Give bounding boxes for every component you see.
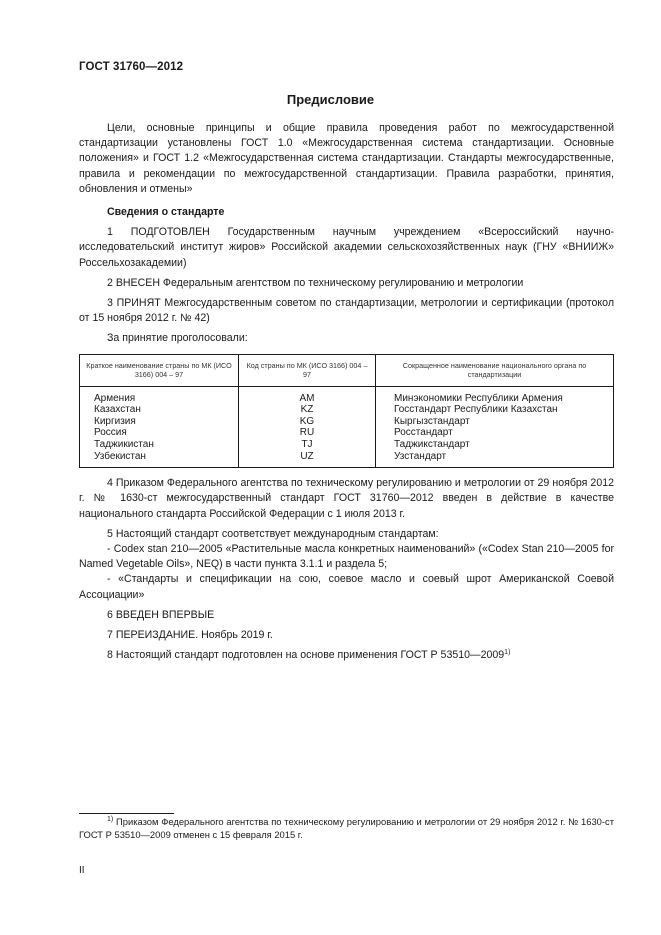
item-5-codex-ref: - Codex stan 210—2005 «Растительные масла конкретных наименований» («Codex Stan 210—2005 for Named Vegetable Oils», NEQ) в части пункта 3.1.1 и раздела 5;	[79, 543, 614, 571]
country-cell: Киргизия	[80, 416, 239, 428]
intro-paragraph: Цели, основные принципы и общие правила проведения работ по межгосударственной стандартизации установлены ГОСТ 1.0 «Межгосударственная система стандартизации. Основные положения» и ГОСТ 1.2 «Межгосударственная система стандартизации. Стандарты межгосударственные, правила и рекомендации по межгосударственной стандартизации. Правила разработки, принятия, обновления и отмены»	[79, 122, 614, 195]
info-heading: Сведения о стандарте	[107, 206, 225, 219]
org-cell: Госстандарт Республики Казахстан	[376, 404, 614, 416]
code-cell: TJ	[239, 439, 376, 451]
country-cell: Казахстан	[80, 404, 239, 416]
voted-label: За принятие проголосовали:	[107, 332, 248, 345]
footnote-ref-mark: 1)	[504, 649, 511, 657]
footnote-mark: 1)	[107, 816, 114, 823]
org-cell: Росстандарт	[376, 427, 614, 439]
preface-body	[79, 121, 614, 663]
item-7-reissue: 7 ПЕРЕИЗДАНИЕ. Ноябрь 2019 г.	[107, 629, 273, 642]
item-5-compliance: 5 Настоящий стандарт соответствует международным стандартам:	[107, 527, 439, 540]
org-cell: Узстандарт	[376, 451, 614, 468]
country-cell: Таджикистан	[80, 439, 239, 451]
table-row	[80, 427, 614, 439]
table-row	[80, 404, 614, 416]
table-header-row	[80, 354, 614, 386]
footnote-text: Приказом Федерального агентства по техническому регулированию и метрологии от 29 ноября 2012 г. № 1630-ст ГОСТ Р 53510—2009 отменен с 15 февраля 2015 г.	[79, 816, 614, 840]
header-country-code: Код страны по МК (ИСО 3166) 004 – 97	[239, 354, 376, 386]
footnote-divider	[79, 813, 174, 814]
table-row	[80, 439, 614, 451]
document-code-header: ГОСТ 31760—2012	[79, 61, 184, 73]
header-standards-body: Сокращенное наименование национального органа по стандартизации	[376, 354, 614, 386]
table-row	[80, 416, 614, 428]
country-cell: Армения	[80, 386, 239, 404]
org-cell: Таджикстандарт	[376, 439, 614, 451]
item-4-order: 4 Приказом Федерального агентства по техническому регулированию и метрологии от 29 ноября 2012 г. № 1630-ст межгосударственный стандарт ГОСТ 31760—2012 введен в действие в качестве национального стандарта Российской Федерации с 1 июля 2013 г.	[79, 477, 614, 520]
table-row	[80, 451, 614, 468]
org-cell: Кыргызстандарт	[376, 416, 614, 428]
code-cell: RU	[239, 427, 376, 439]
voting-countries-table	[79, 354, 614, 469]
item-8-basis	[79, 648, 614, 663]
code-cell: KG	[239, 416, 376, 428]
code-cell: KZ	[239, 404, 376, 416]
code-cell: AM	[239, 386, 376, 404]
country-cell: Узбекистан	[80, 451, 239, 468]
org-cell: Минэкономики Республики Армения	[376, 386, 614, 404]
page-title: Предисловие	[286, 92, 375, 107]
item-6-first-introduced: 6 ВВЕДЕН ВПЕРВЫЕ	[107, 608, 215, 621]
item-2-introduced: 2 ВНЕСЕН Федеральным агентством по техническому регулированию и метрологии	[107, 276, 524, 289]
page-number: II	[79, 865, 85, 876]
item-3-adopted: 3 ПРИНЯТ Межгосударственным советом по стандартизации, метрологии и сертификации (протокол от 15 ноября 2012 г. № 42)	[79, 297, 614, 325]
item-8-text: 8 Настоящий стандарт подготовлен на основе применения ГОСТ Р 53510—2009	[107, 649, 505, 662]
table-row	[80, 386, 614, 404]
code-cell: UZ	[239, 451, 376, 468]
country-cell: Россия	[80, 427, 239, 439]
header-country-name: Краткое наименование страны по МК (ИСО 3166) 004 – 97	[80, 354, 239, 386]
item-5-soy-ref: - «Стандарты и спецификации на сою, соевое масло и соевый шрот Американской Соевой Ассоциации»	[79, 573, 614, 601]
item-1-prepared: 1 ПОДГОТОВЛЕН Государственным научным учреждением «Всероссийский научно-исследовательский институт жиров» Российской академии сельскохозяйственных наук (ГНУ «ВНИИЖ» Россельхозакадемии)	[79, 226, 614, 269]
footnote	[79, 815, 614, 841]
